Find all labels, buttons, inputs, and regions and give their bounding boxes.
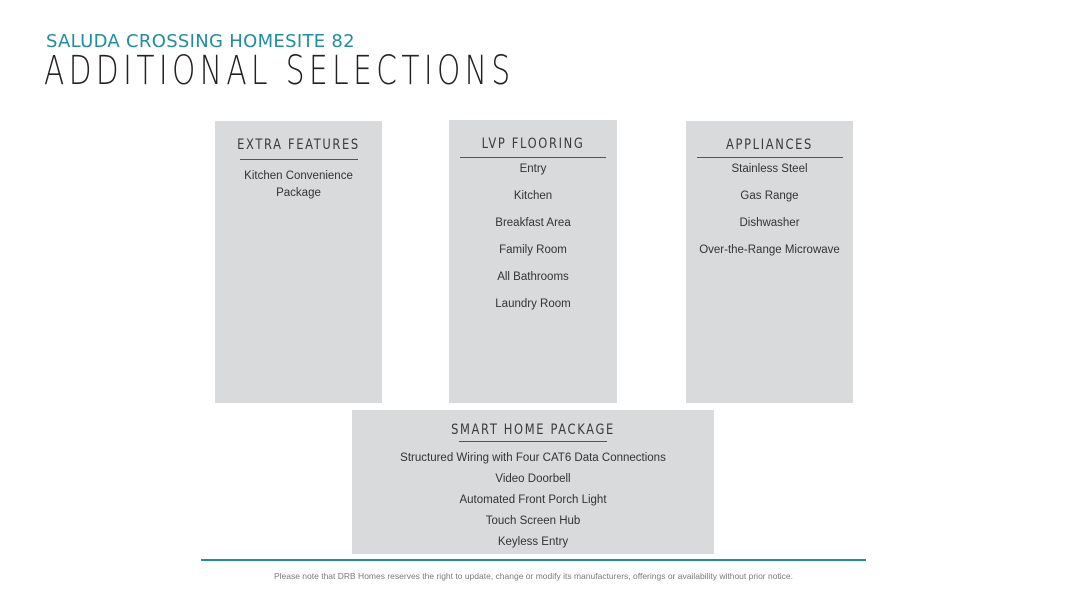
smart-home-package-card — [352, 410, 714, 554]
list-item: Over-the-Range Microwave — [699, 244, 840, 256]
list-item: Touch Screen Hub — [485, 515, 581, 527]
list-item: Kitchen — [513, 190, 553, 202]
extra-features-card — [215, 121, 382, 403]
footer-divider — [201, 559, 866, 561]
list-item: All Bathrooms — [497, 271, 569, 283]
smart-home-heading: SMART HOME PACKAGE — [451, 422, 615, 438]
list-item: Family Room — [499, 244, 567, 256]
appliances-divider — [697, 157, 843, 158]
list-item: Gas Range — [740, 190, 799, 202]
extra-features-divider — [240, 159, 358, 160]
list-item: Breakfast Area — [495, 217, 571, 229]
list-item: Video Doorbell — [495, 473, 571, 485]
list-item: Automated Front Porch Light — [459, 494, 607, 506]
list-item: Stainless Steel — [731, 163, 808, 175]
appliances-card — [686, 121, 853, 403]
community-homesite-subtitle: SALUDA CROSSING HOMESITE 82 — [46, 31, 355, 52]
extra-features-heading: EXTRA FEATURES — [237, 137, 360, 153]
smart-home-divider — [459, 441, 607, 442]
appliances-heading: APPLIANCES — [726, 137, 813, 153]
lvp-flooring-heading: LVP FLOORING — [481, 136, 585, 152]
page-title: ADDITIONAL SELECTIONS — [44, 48, 515, 94]
list-item: Laundry Room — [495, 298, 571, 310]
list-item: Dishwasher — [739, 217, 800, 229]
list-item: Structured Wiring with Four CAT6 Data Connections — [400, 452, 666, 464]
list-item: Kitchen Convenience — [244, 170, 353, 182]
lvp-flooring-card — [449, 120, 617, 403]
lvp-flooring-divider — [460, 157, 606, 158]
list-item: Keyless Entry — [497, 536, 569, 548]
list-item: Package — [276, 187, 321, 199]
disclaimer-note: Please note that DRB Homes reserves the right to update, change or modify its manufacturers, offerings or availability without prior notice. — [273, 571, 794, 581]
list-item: Entry — [519, 163, 547, 175]
